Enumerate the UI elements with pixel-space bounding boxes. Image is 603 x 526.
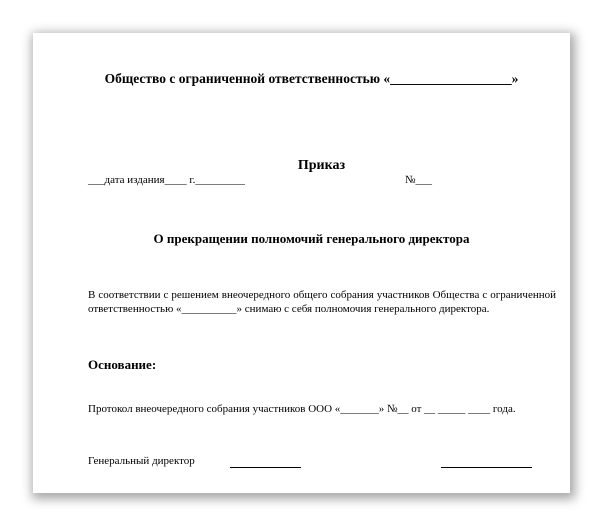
signature-title: Генеральный директор (88, 455, 195, 467)
protocol-reference: Протокол внеочередного собрания участников ООО «_______» №__ от __ _____ ____ года. (88, 403, 516, 415)
document-sheet (33, 33, 570, 493)
signature-line (230, 467, 301, 468)
order-subject: О прекращении полномочий генерального директора (153, 231, 470, 246)
order-body-text: В соответствии с решением внеочередного общего собрания участников Общества с ограниченной ответственностью «__________» снимаю с себя полномочия генерального директора. (88, 289, 556, 315)
basis-heading: Основание: (88, 357, 157, 372)
order-title: Приказ (297, 158, 346, 173)
issue-date-line: ___дата издания____ г._________ (88, 174, 245, 186)
name-line (441, 467, 532, 468)
organization-name: Общество с ограниченной ответственностью «__________________» (104, 71, 519, 86)
order-number-line: №___ (405, 174, 432, 186)
